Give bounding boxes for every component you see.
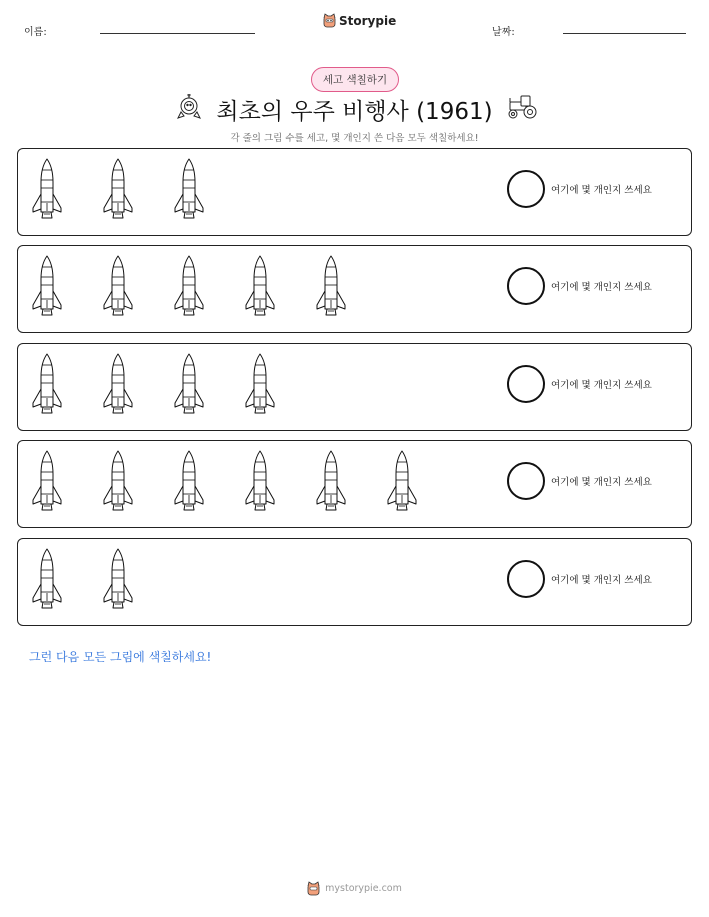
rocket-icon[interactable]: [101, 353, 135, 415]
rocket-icon[interactable]: [101, 450, 135, 512]
answer-hint: 여기에 몇 개인지 쓰세요: [551, 282, 652, 293]
rocket-icon[interactable]: [243, 255, 277, 317]
answer-circle[interactable]: [507, 170, 545, 208]
answer-circle[interactable]: [507, 267, 545, 305]
rocket-icon[interactable]: [172, 450, 206, 512]
rocket-icon[interactable]: [314, 450, 348, 512]
rocket-icon[interactable]: [101, 158, 135, 220]
answer-hint: 여기에 몇 개인지 쓰세요: [551, 575, 652, 586]
count-row: [17, 148, 692, 236]
date-label: 날짜:: [492, 27, 515, 38]
rocket-icon[interactable]: [30, 353, 64, 415]
answer-hint: 여기에 몇 개인지 쓰세요: [551, 477, 652, 488]
answer-circle[interactable]: [507, 462, 545, 500]
tractor-icon: [506, 94, 538, 120]
name-label: 이름:: [24, 27, 47, 38]
site-footer: [0, 881, 709, 896]
brand-logo: [323, 13, 396, 28]
page-title: 최초의 우주 비행사 (1961): [216, 99, 493, 125]
rocket-icon[interactable]: [30, 450, 64, 512]
date-line[interactable]: [563, 33, 686, 34]
rocket-icon[interactable]: [172, 353, 206, 415]
count-row: [17, 245, 692, 333]
instructions: 각 줄의 그림 수를 세고, 몇 개인지 쓴 다음 모두 색칠하세요!: [230, 133, 479, 144]
site-url[interactable]: mystorypie.com: [325, 883, 402, 894]
count-row: [17, 538, 692, 626]
rocket-icon[interactable]: [30, 158, 64, 220]
rocket-icon[interactable]: [172, 255, 206, 317]
footer-instruction: 그런 다음 모든 그림에 색칠하세요!: [29, 650, 212, 664]
rocket-icon[interactable]: [101, 548, 135, 610]
storypie-mascot-icon: [323, 13, 336, 28]
rocket-icon[interactable]: [172, 158, 206, 220]
activity-badge: 세고 색칠하기: [311, 67, 399, 92]
rocket-icon[interactable]: [314, 255, 348, 317]
answer-hint: 여기에 몇 개인지 쓰세요: [551, 185, 652, 196]
count-row: [17, 343, 692, 431]
rocket-icon[interactable]: [385, 450, 419, 512]
rocket-icon[interactable]: [101, 255, 135, 317]
storypie-mascot-icon: [307, 881, 320, 896]
answer-circle[interactable]: [507, 365, 545, 403]
rocket-icon[interactable]: [243, 450, 277, 512]
rocket-icon[interactable]: [30, 255, 64, 317]
answer-hint: 여기에 몇 개인지 쓰세요: [551, 380, 652, 391]
brand-name: Storypie: [339, 13, 397, 28]
rocket-icon[interactable]: [30, 548, 64, 610]
answer-circle[interactable]: [507, 560, 545, 598]
rocket-icon[interactable]: [243, 353, 277, 415]
name-line[interactable]: [100, 33, 255, 34]
count-row: [17, 440, 692, 528]
